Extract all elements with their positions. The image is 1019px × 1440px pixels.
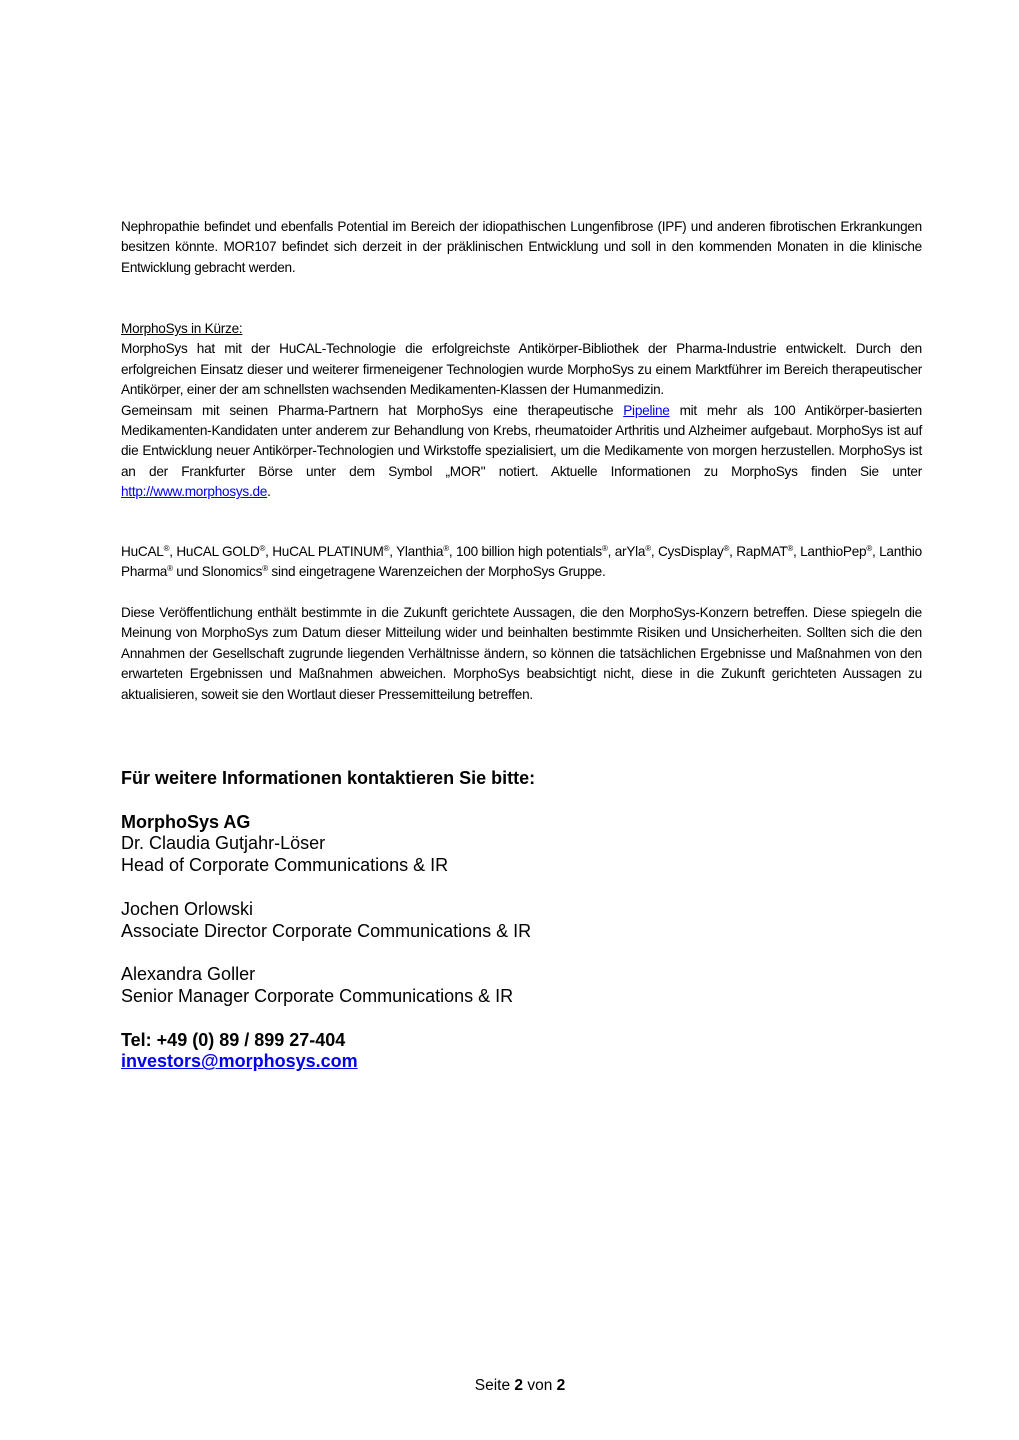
current-page: 2 <box>514 1377 524 1394</box>
registered-mark: ® <box>645 544 651 553</box>
registered-mark: ® <box>443 544 449 553</box>
contact-title: Head of Corporate Communications & IR <box>121 855 449 876</box>
contact-name: Alexandra Goller <box>121 964 256 985</box>
page-footer <box>0 1377 1019 1395</box>
contact-title: Senior Manager Corporate Communications & IR <box>121 985 514 1006</box>
trademarks-paragraph <box>121 542 922 583</box>
contact-email-link[interactable]: investors@morphosys.com <box>121 1051 358 1072</box>
registered-mark: ® <box>167 564 173 574</box>
pipeline-link[interactable]: Pipeline <box>623 402 670 418</box>
contact-heading: Für weitere Informationen kontaktieren Sie bitte: <box>121 768 536 788</box>
disclaimer-text: Diese Veröffentlichung enthält bestimmte in die Zukunft gerichtete Aussagen, die den MorphoSys-Konzern betreffen. Diese spiegeln die Meinung von MorphoSys zum Datum dieser Mitteilung wider und beinhalten bestimmte Risiken und Unsicherheiten. Sollten sich die den Annahmen der Gesellschaft zugrunde liegenden Verhältnisse ändern, so können die tatsächlichen Ergebnisse und Maßnahmen von den erwarteten Ergebnissen und Maßnahmen abweichen. MorphoSys beabsichtigt nicht, diese in die Zukunft gerichteten Aussagen zu aktualisieren, soweit sie den Wortlaut dieser Pressemitteilung betreffen. <box>121 605 922 702</box>
about-text: mit mehr als 100 Antikörper-basierten Medikamenten-Kandidaten unter anderem zur Behandlung von Krebs, rheumatoider Arthritis und Alzheimer aufgebaut. MorphoSys ist auf die Entwicklung neuer Antikörper-Technologien und Wirkstoffe spezialisiert, um die Medikamente von morgen herzustellen. MorphoSys ist an der Frankfurter Börse unter dem Symbol „MOR" notiert. Aktuelle Informationen zu MorphoSys finden Sie unter <box>121 402 922 479</box>
registered-mark: ® <box>262 564 268 574</box>
trademark-item: arYla <box>614 544 646 559</box>
about-paragraph-2 <box>121 401 922 503</box>
trademark-item: Slonomics <box>201 564 263 580</box>
contact-title: Associate Director Corporate Communications & IR <box>121 920 532 941</box>
intro-paragraph <box>121 217 922 278</box>
registered-mark: ® <box>866 544 873 553</box>
trademark-item: Lanthio Pharma <box>121 544 922 580</box>
trademark-item: Ylanthia <box>396 544 444 559</box>
website-link[interactable]: http://www.morphosys.de <box>121 484 268 500</box>
trademark-item: 100 billion high potentials <box>455 544 602 559</box>
of-label: von <box>527 1377 553 1394</box>
trademarks-text: HuCAL®, HuCAL GOLD®, HuCAL PLATINUM®, Ylanthia®, 100 billion high potentials®, arYla®, CysDisplay®, RapMAT®, LanthioPep®, Lanthio Pharma® und Slonomics® sind eingetragene Warenzeichen der MorphoSys Gruppe. <box>121 544 922 580</box>
trademark-item: LanthioPep <box>800 544 867 559</box>
about-section <box>121 319 922 503</box>
registered-mark: ® <box>723 544 730 553</box>
about-heading: MorphoSys in Kürze: <box>121 321 243 336</box>
trademark-item: HuCAL <box>121 544 164 559</box>
trademark-item: HuCAL GOLD <box>176 544 260 559</box>
trademark-item: RapMAT <box>736 544 788 559</box>
registered-mark: ® <box>163 544 170 553</box>
trademark-item: HuCAL PLATINUM <box>272 544 384 559</box>
intro-text: Nephropathie befindet und ebenfalls Potential im Bereich der idiopathischen Lungenfibrose (IPF) und anderen fibrotischen Erkrankungen besitzen könnte. MOR107 befindet sich derzeit in der präklinischen Entwicklung und soll in den kommenden Monaten in die klinische Entwicklung gebracht werden. <box>121 219 922 275</box>
trademark-item: CysDisplay <box>657 544 724 559</box>
about-paragraph-1: MorphoSys hat mit der HuCAL-Technologie die erfolgreichste Antikörper-Bibliothek der Pharma-Industrie entwickelt. Durch den erfolgreichen Einsatz dieser und weiterer firmeneigener Technologien wurde MorphoSys zu einem Marktführer im Bereich therapeutischer Antikörper, einer der am schnellsten wachsenden Medikamenten-Klassen der Humanmedizin. <box>121 341 922 398</box>
contact-name: Dr. Claudia Gutjahr-Löser <box>121 833 326 854</box>
registered-mark: ® <box>259 544 266 553</box>
contact-name: Jochen Orlowski <box>121 898 254 919</box>
about-text: Gemeinsam mit seinen Pharma-Partnern hat MorphoSys eine therapeutische <box>121 402 624 418</box>
page-label: Seite <box>474 1377 511 1394</box>
contact-block <box>121 768 535 1073</box>
registered-mark: ® <box>601 544 608 553</box>
registered-mark: ® <box>383 544 390 553</box>
contact-phone: Tel: +49 (0) 89 / 899 27-404 <box>121 1029 346 1050</box>
disclaimer-paragraph <box>121 603 922 705</box>
registered-mark: ® <box>787 544 793 553</box>
company-name: MorphoSys AG <box>121 811 251 832</box>
about-text: . <box>267 484 271 500</box>
total-pages: 2 <box>556 1377 566 1394</box>
